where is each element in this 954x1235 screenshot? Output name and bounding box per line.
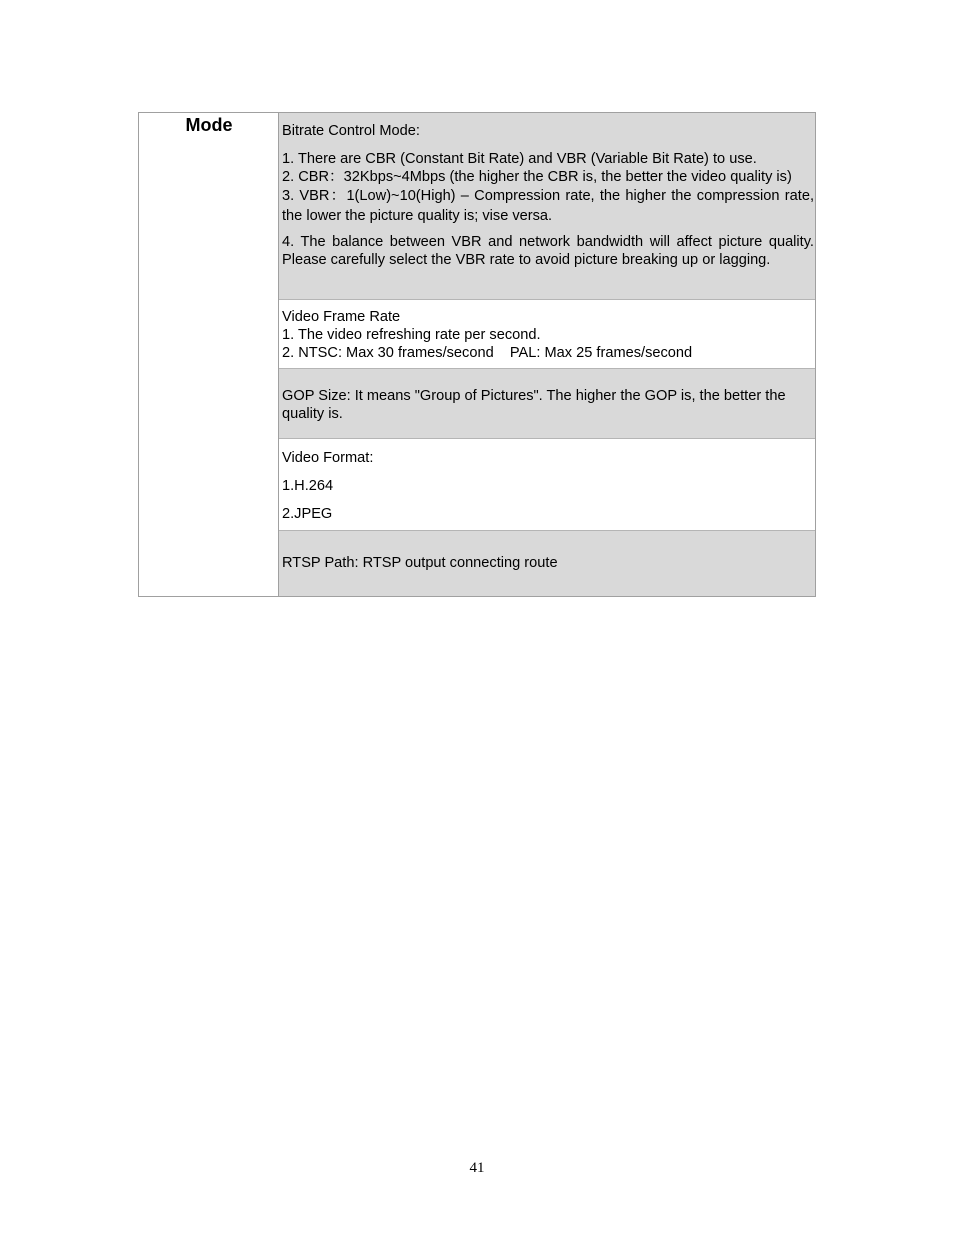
video-format-cell xyxy=(279,439,815,531)
video-format-option-1: 1.H.264 xyxy=(282,478,334,494)
bitrate-cell xyxy=(279,113,815,300)
frame-rate-line-2: 2. NTSC: Max 30 frames/second PAL: Max 25 frames/second xyxy=(282,345,693,361)
video-format-option-2: 2.JPEG xyxy=(282,506,333,522)
bitrate-line-1: 1. There are CBR (Constant Bit Rate) and VBR (Variable Bit Rate) to use. xyxy=(282,151,757,167)
frame-rate-title: Video Frame Rate xyxy=(282,309,401,325)
mode-label: Mode xyxy=(185,115,233,135)
content-column xyxy=(279,113,815,596)
bitrate-title: Bitrate Control Mode: xyxy=(282,123,420,139)
rtsp-text: RTSP Path: RTSP output connecting route xyxy=(282,555,558,571)
bitrate-line-3: 3. VBR：1(Low)~10(High) – Compression rate, the higher the compression rate, the lower the picture quality is; vise versa. xyxy=(282,188,814,224)
label-column xyxy=(139,113,279,596)
gop-cell xyxy=(279,369,815,439)
settings-table xyxy=(138,112,816,597)
frame-rate-line-1: 1. The video refreshing rate per second. xyxy=(282,327,541,343)
page-number: 41 xyxy=(469,1160,485,1176)
bitrate-line-2: 2. CBR：32Kbps~4Mbps (the higher the CBR is, the better the video quality is) xyxy=(282,169,792,185)
rtsp-cell xyxy=(279,531,815,596)
frame-rate-cell xyxy=(279,300,815,369)
bitrate-line-4: 4. The balance between VBR and network bandwidth will affect picture quality. Please carefully select the VBR rate to avoid picture breaking up or lagging. xyxy=(282,234,814,268)
video-format-title: Video Format: xyxy=(282,450,374,466)
gop-text: GOP Size: It means "Group of Pictures". The higher the GOP is, the better the quality is. xyxy=(282,388,786,422)
